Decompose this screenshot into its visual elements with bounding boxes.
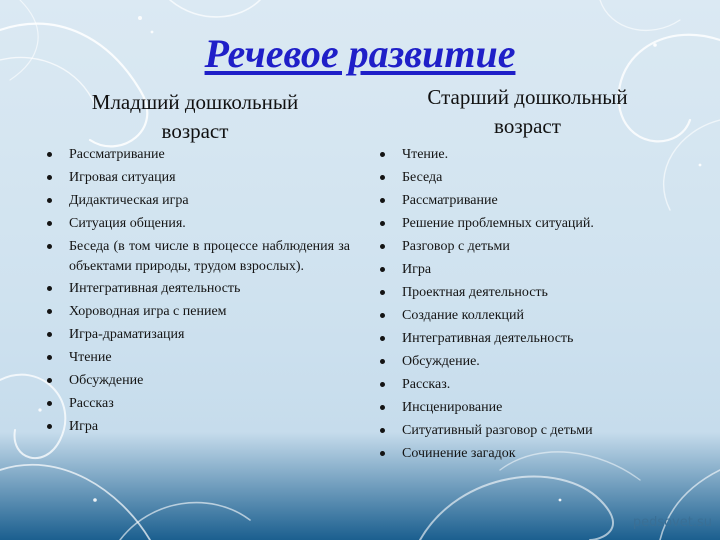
bullet-icon [380, 336, 385, 341]
list-item: Интегративная деятельность [45, 277, 350, 300]
list-item: Интегративная деятельность [378, 327, 663, 350]
bullet-icon [47, 309, 52, 314]
list-item: Игровая ситуация [45, 166, 350, 189]
bullet-icon [47, 175, 52, 180]
list-item: Чтение. [378, 143, 663, 166]
list-item: Беседа [378, 166, 663, 189]
bullet-icon [380, 152, 385, 157]
bullet-icon [380, 359, 385, 364]
left-activity-list [45, 143, 350, 438]
bullet-icon [47, 221, 52, 226]
bullet-icon [380, 198, 385, 203]
bullet-icon [47, 424, 52, 429]
list-item: Ситуативный разговор с детьми [378, 419, 663, 442]
bullet-icon [380, 267, 385, 272]
bullet-icon [47, 401, 52, 406]
list-item: Ситуация общения. [45, 212, 350, 235]
list-item: Беседа (в том числе в процессе наблюдения за объектами природы, трудом взрослых). [45, 235, 350, 277]
list-item: Хороводная игра с пением [45, 300, 350, 323]
list-item: Обсуждение. [378, 350, 663, 373]
bullet-icon [47, 355, 52, 360]
bullet-icon [380, 221, 385, 226]
list-item: Игра [378, 258, 663, 281]
list-item: Чтение [45, 346, 350, 369]
bullet-icon [47, 198, 52, 203]
list-item: Игра-драматизация [45, 323, 350, 346]
bullet-icon [380, 290, 385, 295]
bullet-icon [380, 451, 385, 456]
list-item: Рассматривание [45, 143, 350, 166]
list-item: Рассматривание [378, 189, 663, 212]
right-column-heading [380, 83, 675, 141]
list-item: Сочинение загадок [378, 442, 663, 465]
left-heading-line-1: Младший дошкольный [91, 90, 299, 114]
right-heading-line-2: возраст [494, 114, 561, 138]
list-item: Рассказ [45, 392, 350, 415]
list-item: Обсуждение [45, 369, 350, 392]
list-item: Инсценирование [378, 396, 663, 419]
bullet-icon [380, 313, 385, 318]
list-item: Решение проблемных ситуаций. [378, 212, 663, 235]
bullet-icon [47, 378, 52, 383]
bullet-icon [380, 382, 385, 387]
bullet-icon [380, 244, 385, 249]
list-item: Дидактическая игра [45, 189, 350, 212]
list-item: Разговор с детьми [378, 235, 663, 258]
bullet-icon [380, 405, 385, 410]
bullet-icon [47, 244, 52, 249]
bullet-icon [47, 286, 52, 291]
site-watermark: pedsovet.su [632, 515, 712, 530]
bullet-icon [380, 428, 385, 433]
list-item: Проектная деятельность [378, 281, 663, 304]
bullet-icon [47, 332, 52, 337]
list-item: Создание коллекций [378, 304, 663, 327]
list-item: Рассказ. [378, 373, 663, 396]
bullet-icon [47, 152, 52, 157]
left-heading-line-2: возраст [161, 119, 229, 143]
page-title: Речевое развитие [204, 31, 516, 76]
right-activity-list [378, 143, 663, 465]
list-item: Игра [45, 415, 350, 438]
bullet-icon [380, 175, 385, 180]
left-column-heading [55, 88, 335, 146]
right-heading-line-1: Старший дошкольный [427, 85, 628, 109]
